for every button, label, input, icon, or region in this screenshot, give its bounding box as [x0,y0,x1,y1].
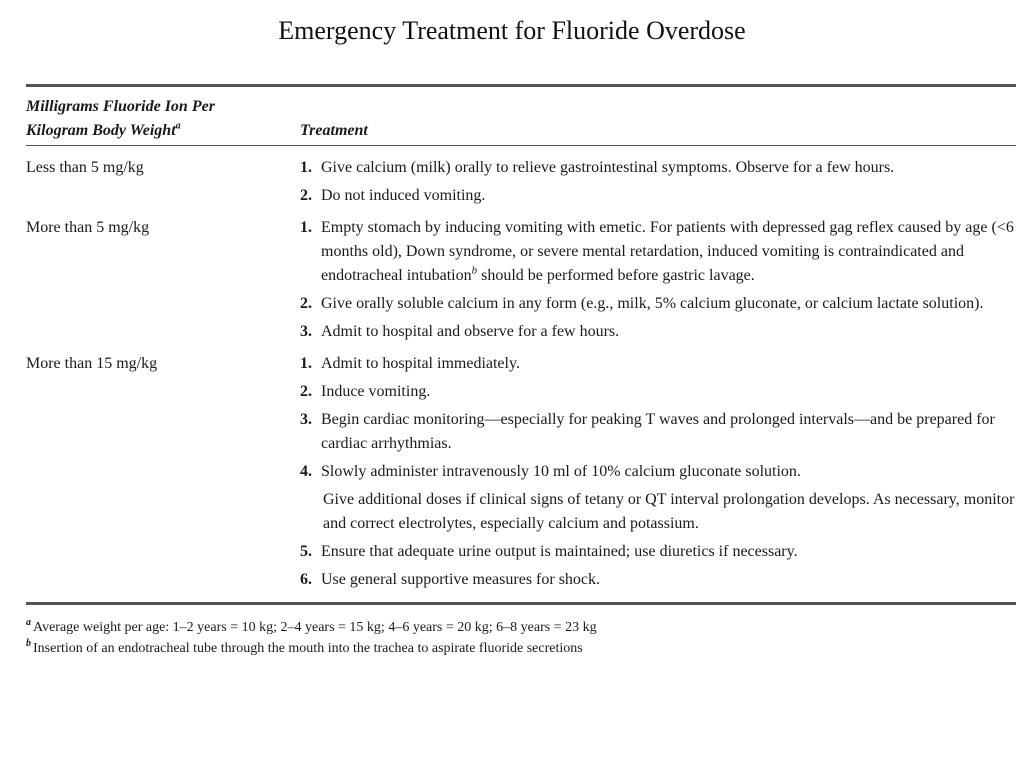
treatment-note: Give additional doses if clinical signs of tetany or QT interval prolongation develops. As necessary, monitor and correct electrolytes, especially calcium and potassium. [323,491,1015,532]
footnote-a [26,617,1016,638]
header-rule [26,145,1016,146]
item-number: 1. [300,355,312,372]
item-number: 3. [300,323,312,340]
table-row [26,216,1016,344]
treatment-column-header: Treatment [300,122,368,139]
item-number: 2. [300,295,312,312]
item-number: 2. [300,187,312,204]
page-title: Emergency Treatment for Fluoride Overdose [278,16,746,45]
table-row [26,156,1016,208]
item-text: Ensure that adequate urine output is maintained; use diuretics if necessary. [321,543,798,560]
footnote-marker-a: a [175,120,181,132]
item-text: Use general supportive measures for shock. [321,571,601,588]
item-text: Slowly administer intravenously 10 ml of 10% calcium gluconate solution. [321,463,801,480]
item-text: Admit to hospital immediately. [321,355,520,372]
list-item [300,184,1016,208]
item-text: Give calcium (milk) orally to relieve gastrointestinal symptoms. Observe for a few hours. [321,159,895,176]
table-bottom-rule [26,602,1016,605]
list-item [300,156,1016,180]
list-item [300,408,1016,456]
table-row [26,352,1016,592]
treatment-list [300,156,1016,208]
dose-cell: More than 5 mg/kg [26,219,150,236]
item-number: 3. [300,411,312,428]
item-text: Induce vomiting. [321,383,431,400]
dose-header-line2 [26,119,215,143]
item-number: 1. [300,159,312,176]
footnote-a-marker: a [26,617,31,629]
footnote-b [26,638,1016,659]
item-text: Admit to hospital and observe for a few hours. [321,323,620,340]
treatment-list [300,216,1016,344]
list-item [300,320,1016,344]
footnote-b-marker: b [26,638,31,650]
list-item [300,380,1016,404]
treatment-table [26,84,1016,659]
footnotes [26,617,1016,659]
dose-cell: Less than 5 mg/kg [26,159,144,176]
footnote-marker-b: b [471,264,478,277]
list-item [300,216,1016,288]
item-text: Give orally soluble calcium in any form (e.g., milk, 5% calcium gluconate, or calcium lactate solution). [321,295,984,312]
list-item [300,540,1016,564]
list-item [300,352,1016,376]
dose-cell: More than 15 mg/kg [26,355,158,372]
list-item [300,460,1016,484]
item-number: 5. [300,543,312,560]
table-header [26,87,1016,145]
item-number: 4. [300,463,312,480]
dose-header-line2-text: Kilogram Body Weight [26,122,176,139]
item-text: Begin cardiac monitoring—especially for peaking T waves and prolonged intervals—and be prepared for cardiac arrhythmias. [321,411,995,452]
footnote-a-text: Average weight per age: 1–2 years = 10 kg; 2–4 years = 15 kg; 4–6 years = 20 kg; 6–8 years = 23 kg [33,620,597,635]
list-item [300,292,1016,316]
list-item [300,568,1016,592]
item-text: Do not induced vomiting. [321,187,486,204]
treatment-list [300,352,1016,592]
item-number: 1. [300,219,312,236]
item-number: 6. [300,571,312,588]
dose-column-header [26,95,215,143]
item-text-continued: should be performed before gastric lavage. [477,267,755,284]
footnote-b-text: Insertion of an endotracheal tube through the mouth into the trachea to aspirate fluoride secretions [33,641,583,656]
item-number: 2. [300,383,312,400]
item-text: Empty stomach by inducing vomiting with emetic. For patients with depressed gag reflex caused by age (<6 months old), Down syndrome, or severe mental retardation, induced vomiting is contraindicated and endotracheal intubation [321,219,1014,284]
dose-header-line1: Milligrams Fluoride Ion Per [26,98,215,115]
